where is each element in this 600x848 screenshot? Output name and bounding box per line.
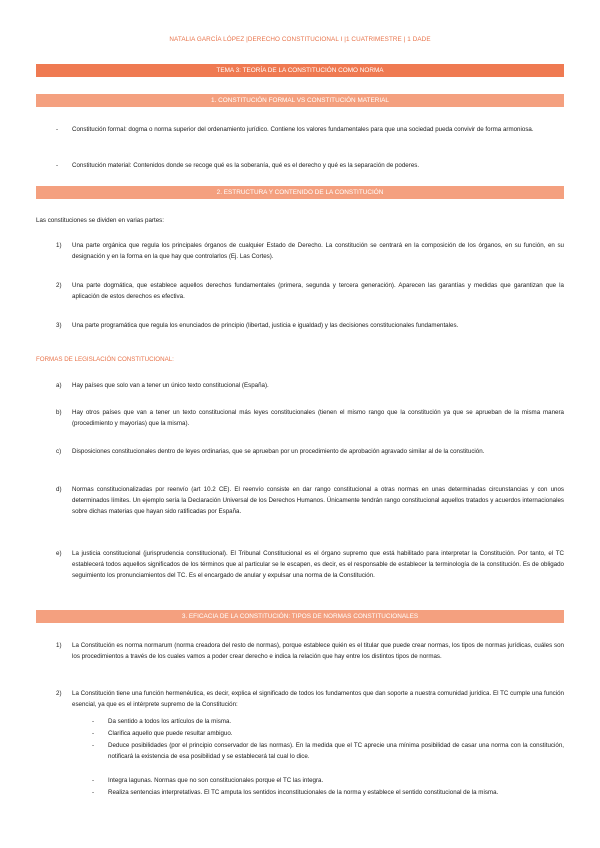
sub-list-marker: - [92,789,95,796]
list-item-constitucion-material: Constitución material: Contenidos donde se recoge qué es la soberanía, qué es el derecho y qué es la separación de poderes. [72,162,420,169]
tema-title-banner: TEMA 3: TEORÍA DE LA CONSTITUCIÓN COMO NORMA [36,64,564,77]
list-item-parte-programatica: Una parte programática que regula los enunciados de principio (libertad, justicia e igualdad) y las decisiones constitucionales fundamentales. [72,322,459,329]
list-marker: 2) [56,690,62,697]
list-marker: 3) [56,322,62,329]
list-marker: d) [56,486,62,493]
sub-list-marker: - [92,718,95,725]
list-item-forma-e: La justicia constitucional (jurisprudencia constitucional). El Tribunal Constitucional es el órgano supremo que está habilitado para interpretar la Constitución. Por tanto, el TC establecerá todos aquellos significados de los términos que al particular se le escapen, es decir, es el responsable de establecer la terminología de la constitución. Es de obligado seguimiento los pronunciamientos del TC. Es el encargado de anular y expulsar una norma de la Constitución. [72,550,564,580]
sub-list-marker: - [92,742,95,749]
list-item-forma-b: Hay otros países que van a tener un texto constitucional más leyes constitucionales (tienen el mismo rango que la constitución ya que se aprueban de la misma manera (procedimiento y mayorías) que la misma). [72,409,564,428]
list-marker: 1) [56,242,62,249]
list-marker: c) [56,448,62,455]
list-marker: e) [56,550,62,557]
list-item-norma-normarum: La Constitución es norma normarum (norma creadora del resto de normas), porque establece quién es el titular que puede crear normas, los tipos de normas jurídicas, cuáles son los procedimientos a través de los cuales vamos a poder crear derecho e indica la relación que hay entre los distintos tipos de normas. [72,642,564,661]
sub-list-item: Integra lagunas. Normas que no son constitucionales porque el TC las integra. [108,777,324,784]
list-marker: b) [56,409,62,416]
list-marker: - [56,126,59,133]
page-header: NATALIA GARCÍA LÓPEZ |DERECHO CONSTITUCIONAL I |1 CUATRIMESTRE | 1 DADE [169,36,431,43]
section-3-banner: 3. EFICACIA DE LA CONSTITUCIÓN: TIPOS DE NORMAS CONSTITUCIONALES [36,610,564,623]
list-item-parte-organica: Una parte orgánica que regula los principales órganos de cualquier Estado de Derecho. La constitución se centrará en la composición de los órganos, en su función, en su designación y en la forma en la que hay que controlarlos (Ej. Las Cortes). [72,242,564,261]
sub-list-item: Deduce posibilidades (por el principio conservador de las normas). En la medida que el TC aprecie una mínima posibilidad de casar una norma con la constitución, notificará la existencia de esa posibilidad y se establecerá tal cual lo dice. [108,742,564,761]
formas-heading: FORMAS DE LEGISLACIÓN CONSTITUCIONAL: [36,356,174,363]
list-item-forma-c: Disposiciones constitucionales dentro de leyes ordinarias, que se aprueban por un procedimiento de aprobación agravado similar al de la constitución. [72,448,485,455]
section-2-intro: Las constituciones se dividen en varias partes: [36,217,164,224]
list-marker: a) [56,382,62,389]
list-item-constitucion-formal: Constitución formal: dogma o norma superior del ordenamiento jurídico. Contiene los valores fundamentales para que una sociedad pueda convivir de forma armoniosa. [72,126,534,133]
list-item-funcion-hermeneutica: La Constitución tiene una función hermenéutica, es decir, explica el significado de todos los fundamentos que dan soporte a nuestra comunidad jurídica. El TC cumple una función esencial, ya que es el intérprete supremo de la Constitución: [72,690,564,709]
section-1-banner: 1. CONSTITUCIÓN FORMAL VS CONSTITUCIÓN MATERIAL [36,94,564,107]
sub-list-item: Clarifica aquello que puede resultar ambiguo. [108,730,233,737]
section-2-banner: 2. ESTRUCTURA Y CONTENIDO DE LA CONSTITUCIÓN [36,186,564,199]
list-marker: 1) [56,642,62,649]
sub-list-marker: - [92,730,95,737]
list-marker: - [56,162,59,169]
list-marker: 2) [56,282,62,289]
list-item-forma-a: Hay países que solo van a tener un único texto constitucional (España). [72,382,269,389]
sub-list-marker: - [92,777,95,784]
list-item-parte-dogmatica: Una parte dogmática, que establece aquellos derechos fundamentales (primera, segunda y tercera generación). Aparecen las garantías y medidas que garantizan que la aplicación de estos derechos es efectiva. [72,282,564,301]
sub-list-item: Da sentido a todos los artículos de la misma. [108,718,232,725]
sub-list-item: Realiza sentencias interpretativas. El TC amputa los sentidos inconstitucionales de la norma y establece el sentido constitucional de la misma. [108,789,499,796]
list-item-forma-d: Normas constitucionalizadas por reenvío (art 10.2 CE). El reenvío consiste en dar rango constitucional a otras normas en unas determinadas circunstancias y con unos determinados límites. Un ejemplo sería la Declaración Universal de los Derechos Humanos. Únicamente tendrán rango constitucional aquellos tratados y acuerdos internacionales sobre dichas materias que hayan sido ratificadas por España. [72,486,564,516]
